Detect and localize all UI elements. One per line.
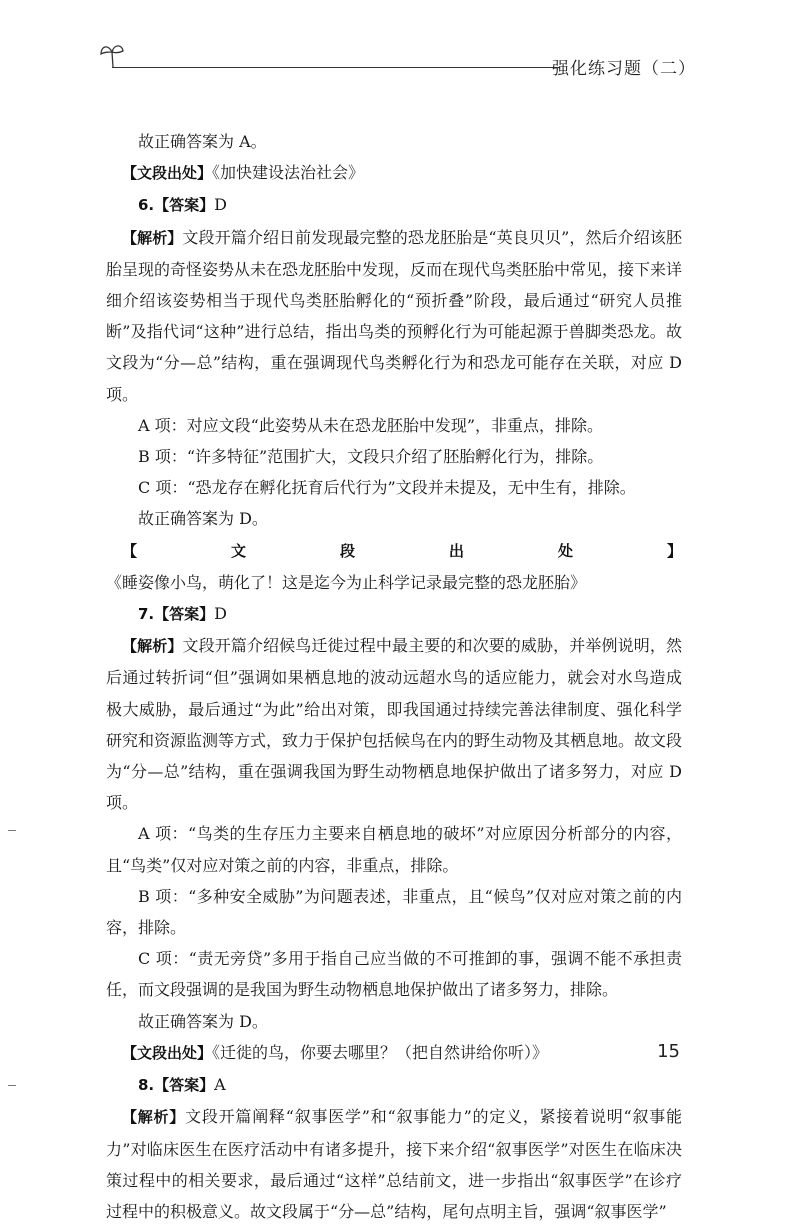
source-label: 【文段出处】 — [122, 164, 213, 183]
correct-answer-7: 故正确答案为 D。 — [138, 1011, 268, 1031]
source-6 — [106, 535, 682, 598]
analysis-7 — [106, 630, 682, 818]
analysis-6 — [106, 222, 682, 410]
option-a-7: A 项：“鸟类的生存压力主要来自栖息地的破坏”对应原因分析部分的内容，且“鸟类”仅对应对策之前的内容，非重点，排除。 — [106, 824, 682, 875]
answer-8 — [106, 1069, 682, 1101]
correct-answer-6: 故正确答案为 D。 — [138, 509, 268, 529]
source-text: 《迁徙的鸟，你要去哪里？（把自然讲给你听）》 — [212, 1042, 549, 1062]
answer-value: D — [214, 604, 227, 624]
answer-label: 7.【答案】 — [138, 605, 215, 624]
analysis-text: 文段开篇介绍候鸟迁徙过程中最主要的和次要的威胁，并举例说明，然后通过转折词“但”强调如果栖息地的波动远超水鸟的适应能力，就会对水鸟造成极大威胁，最后通过“为此”给出对策，即我国通过持续完善法律制度、强化科学研究和资源监测等方式，致力于保护包括候鸟在内的野生动物及其栖息地。故文段为“分—总”结构，重在强调我国为野生动物栖息地保护做出了诸多努力，对应 D 项。 — [106, 636, 683, 813]
source-7 — [106, 1037, 682, 1069]
header-title: 强化练习题（二） — [552, 59, 696, 79]
correct-answer-5: 故正确答案为 A。 — [138, 132, 267, 151]
source-text: 《加快建设法治社会》 — [212, 163, 365, 183]
option-a-6: A 项：对应文段“此姿势从未在恐龙胚胎中发现”，非重点，排除。 — [138, 415, 604, 435]
page-body — [106, 126, 682, 1227]
option-b-6: B 项：“许多特征”范围扩大，文段只介绍了胚胎孵化行为，排除。 — [138, 447, 604, 467]
source-label: 【文段出处】 — [122, 541, 682, 560]
analysis-8 — [106, 1101, 682, 1227]
answer-7 — [106, 598, 682, 630]
analysis-text: 文段开篇介绍日前发现最完整的恐龙胚胎是“英良贝贝”，然后介绍该胚胎呈现的奇怪姿势从未在恐龙胚胎中发现，反而在现代鸟类胚胎中常见，接下来详细介绍该姿势相当于现代鸟类胚胎孵化的“预折叠”阶段，最后通过“研究人员推断”及指代词“这种”进行总结，指出鸟类的预孵化行为可能起源于兽脚类恐龙。故文段为“分—总”结构，重在强调现代鸟类孵化行为和恐龙可能存在关联，对应 D 项。 — [106, 227, 683, 404]
analysis-text: 文段开篇阐释“叙事医学”和“叙事能力”的定义，紧接着说明“叙事能力”对临床医生在医疗活动中有诸多提升，接下来介绍“叙事医学”对医生在临床决策过程中的相关要求，最后通过“这样”总结前文，进一步指出“叙事医学”在诊疗过程中的积极意义。故文段属于“分—总”结构，尾句点明主旨，强调“叙事医学” — [106, 1107, 682, 1221]
answer-value: D — [214, 195, 227, 215]
answer-label: 8.【答案】 — [138, 1076, 215, 1095]
margin-tick — [8, 830, 16, 831]
answer-6 — [106, 189, 682, 221]
page-header — [98, 40, 700, 80]
margin-tick — [8, 1085, 16, 1086]
analysis-label: 【解析】 — [122, 228, 183, 247]
answer-value: A — [214, 1075, 226, 1095]
source-label: 【文段出处】 — [122, 1043, 213, 1062]
leaf-icon — [98, 40, 128, 70]
option-b-7: B 项：“多种安全威胁”为问题表述，非重点，且“候鸟”仅对应对策之前的内容，排除。 — [106, 886, 682, 938]
analysis-label: 【解析】 — [122, 637, 183, 656]
analysis-label: 【解析】 — [122, 1108, 186, 1127]
answer-label: 6.【答案】 — [138, 196, 215, 215]
header-rule — [112, 67, 560, 68]
page-number: 15 — [657, 1041, 680, 1062]
source-5 — [106, 157, 682, 189]
option-c-6: C 项：“恐龙存在孵化抚育后代行为”文段并未提及，无中生有，排除。 — [138, 478, 636, 498]
option-c-7: C 项：“责无旁贷”多用于指自己应当做的不可推卸的事，强调不能不承担责任，而文段强调的是我国为野生动物栖息地保护做出了诸多努力，排除。 — [106, 949, 682, 1000]
source-text: 《睡姿像小鸟，萌化了！这是迄今为止科学记录最完整的恐龙胚胎》 — [106, 572, 587, 592]
